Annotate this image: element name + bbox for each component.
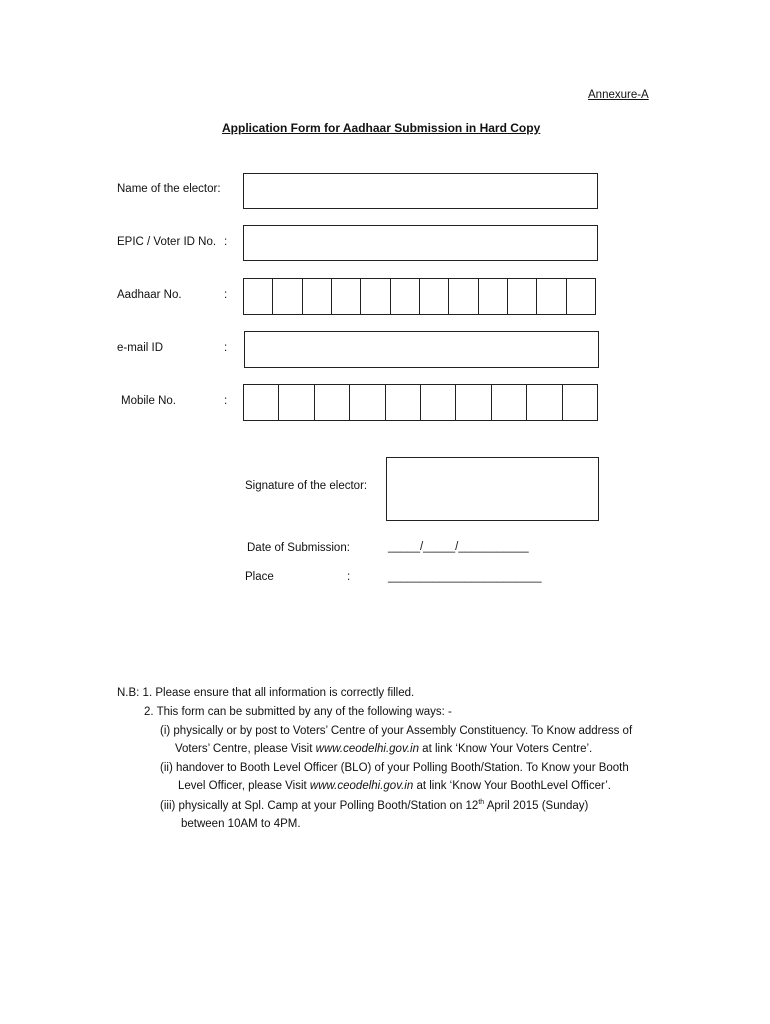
aadhaar-digit-cell[interactable] xyxy=(244,279,273,314)
ceo-website-link[interactable]: www.ceodelhi.gov.in xyxy=(315,743,419,755)
mobile-digit-cell[interactable] xyxy=(244,385,279,420)
note-line-6-text: Level Officer, please Visit xyxy=(178,780,310,792)
place-colon: : xyxy=(347,571,351,583)
note-line-7-text: (iii) physically at Spl. Camp at your Polling Booth/Station on 12 xyxy=(160,799,479,812)
note-line-4-text-end: at link ‘Know Your Voters Centre’. xyxy=(418,743,593,755)
mobile-label: Mobile No. xyxy=(121,395,176,407)
aadhaar-digit-cell[interactable] xyxy=(537,279,566,314)
email-colon: : xyxy=(224,342,228,354)
name-label: Name of the elector: xyxy=(117,183,221,195)
mobile-digit-cell[interactable] xyxy=(350,385,385,420)
place-blank[interactable]: ________________________ xyxy=(388,571,542,583)
note-line-3: (i) physically or by post to Voters’ Centre of your Assembly Constituency. To Know address of xyxy=(160,725,633,737)
annexure-label: Annexure-A xyxy=(588,89,649,101)
aadhaar-digit-cell[interactable] xyxy=(479,279,508,314)
note-line-7 xyxy=(160,799,588,812)
aadhaar-digit-cell[interactable] xyxy=(508,279,537,314)
aadhaar-digit-cell[interactable] xyxy=(420,279,449,314)
note-line-2: 2. This form can be submitted by any of the following ways: - xyxy=(144,706,452,718)
mobile-digit-cell[interactable] xyxy=(563,385,597,420)
note-line-4 xyxy=(175,743,592,755)
mobile-digit-cell[interactable] xyxy=(421,385,456,420)
mobile-digit-boxes xyxy=(243,384,598,421)
note-line-7-text-end: April 2015 (Sunday) xyxy=(484,799,589,812)
aadhaar-digit-cell[interactable] xyxy=(273,279,302,314)
signature-label: Signature of the elector: xyxy=(245,480,368,492)
ceo-website-link[interactable]: www.ceodelhi.gov.in xyxy=(309,780,414,792)
mobile-digit-cell[interactable] xyxy=(527,385,562,420)
aadhaar-colon: : xyxy=(224,289,228,301)
mobile-digit-cell[interactable] xyxy=(279,385,314,420)
aadhaar-digit-cell[interactable] xyxy=(391,279,420,314)
epic-input-box[interactable] xyxy=(243,225,598,261)
note-line-6 xyxy=(178,780,611,792)
aadhaar-digit-cell[interactable] xyxy=(303,279,332,314)
signature-box[interactable] xyxy=(386,457,599,521)
aadhaar-digit-cell[interactable] xyxy=(332,279,361,314)
mobile-digit-cell[interactable] xyxy=(386,385,421,420)
date-label: Date of Submission: xyxy=(247,542,350,554)
ordinal-suffix: th xyxy=(478,799,485,806)
note-line-6-text-end: at link ‘Know Your BoothLevel Officer’. xyxy=(413,780,611,792)
aadhaar-digit-cell[interactable] xyxy=(449,279,478,314)
aadhaar-digit-cell[interactable] xyxy=(361,279,390,314)
note-line-8: between 10AM to 4PM. xyxy=(181,818,301,830)
mobile-digit-cell[interactable] xyxy=(492,385,527,420)
note-line-5: (ii) handover to Booth Level Officer (BLO) of your Polling Booth/Station. To Know your Booth xyxy=(160,762,629,774)
form-title: Application Form for Aadhaar Submission in Hard Copy xyxy=(222,121,541,135)
aadhaar-digit-cell[interactable] xyxy=(567,279,595,314)
mobile-digit-cell[interactable] xyxy=(456,385,491,420)
email-input-box[interactable] xyxy=(244,331,599,368)
name-input-box[interactable] xyxy=(243,173,598,209)
email-label: e-mail ID xyxy=(117,342,164,354)
place-label: Place xyxy=(245,571,274,583)
epic-colon: : xyxy=(224,236,228,248)
mobile-colon: : xyxy=(224,395,228,407)
epic-label: EPIC / Voter ID No. xyxy=(117,236,217,248)
date-blank[interactable]: _____/_____/___________ xyxy=(388,541,529,553)
aadhaar-label: Aadhaar No. xyxy=(117,289,182,301)
mobile-digit-cell[interactable] xyxy=(315,385,350,420)
note-line-1: N.B: 1. Please ensure that all information is correctly filled. xyxy=(117,687,415,699)
note-line-4-text: Voters’ Centre, please Visit xyxy=(175,743,316,755)
aadhaar-digit-boxes xyxy=(243,278,596,315)
